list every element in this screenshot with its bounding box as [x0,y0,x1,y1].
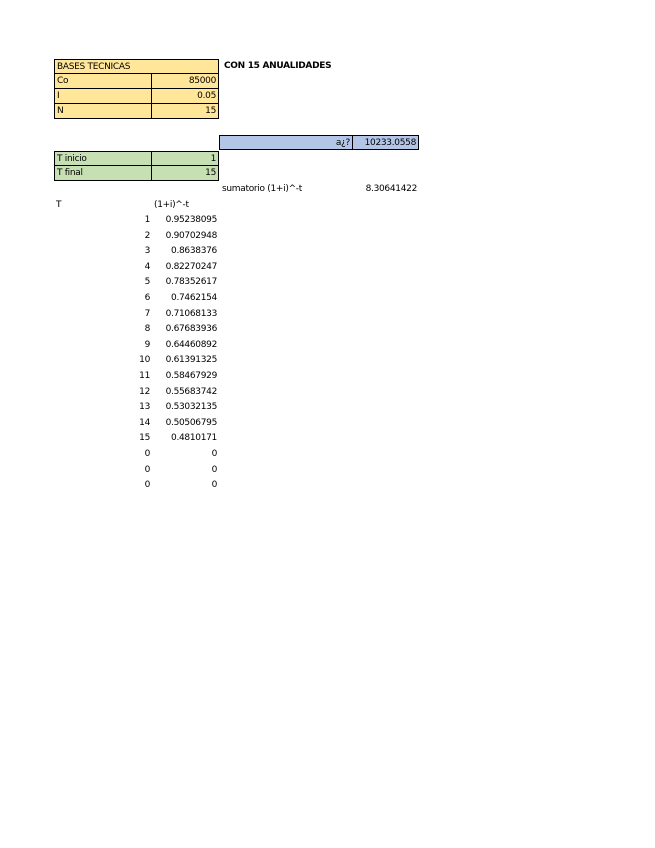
table-row-t[interactable]: 2 [144,231,150,241]
table-row-t[interactable]: 0 [144,449,150,459]
table-row-t[interactable]: 1 [144,215,150,225]
table-row-t[interactable]: 4 [144,262,150,272]
column-header-factor: (1+i)^-t [154,200,189,210]
n-value[interactable]: 15 [152,104,219,119]
table-row-factor[interactable]: 0.71068133 [165,309,217,319]
bases-header: BASES TECNICAS [54,59,219,74]
table-row-factor[interactable]: 0.55683742 [165,387,217,397]
table-row-t[interactable]: 15 [139,433,150,443]
t-inicio-label: T inicio [54,151,152,166]
t-final-value[interactable]: 15 [152,166,219,181]
table-row-factor[interactable]: 0.78352617 [165,277,217,287]
table-row-t[interactable]: 8 [144,324,150,334]
table-row-t[interactable]: 0 [144,465,150,475]
table-row-factor[interactable]: 0 [211,465,217,475]
table-row-factor[interactable]: 0.82270247 [165,262,217,272]
table-row-t[interactable]: 9 [144,340,150,350]
table-row-t[interactable]: 13 [139,402,150,412]
table-row-t[interactable]: 5 [144,277,150,287]
table-row-factor[interactable]: 0.58467929 [165,371,217,381]
table-row-factor[interactable]: 0.7462154 [171,293,217,303]
sum-label: sumatorio (1+i)^-t [222,184,302,194]
table-row-factor[interactable]: 0.50506795 [165,418,217,428]
sheet-title: CON 15 ANUALIDADES [224,61,332,71]
table-row-factor[interactable]: 0.90702948 [165,231,217,241]
table-row-factor[interactable]: 0.61391325 [165,355,217,365]
table-row-t[interactable]: 12 [139,387,150,397]
n-label: N [54,104,152,119]
table-row-t[interactable]: 11 [139,371,150,381]
table-row-t[interactable]: 0 [144,480,150,490]
co-value[interactable]: 85000 [152,74,219,89]
annuity-value[interactable]: 10233.0558 [353,135,419,150]
t-inicio-value[interactable]: 1 [152,151,219,166]
table-row-factor[interactable]: 0.53032135 [165,402,217,412]
table-row-factor[interactable]: 0.95238095 [165,215,217,225]
column-header-t: T [56,200,62,210]
table-row-factor[interactable]: 0.4810171 [171,433,217,443]
table-row-factor[interactable]: 0.67683936 [165,324,217,334]
table-row-factor[interactable]: 0 [211,480,217,490]
table-row-factor[interactable]: 0 [211,449,217,459]
table-row-factor[interactable]: 0.8638376 [171,246,217,256]
sum-value[interactable]: 8.30641422 [365,184,417,194]
table-row-factor[interactable]: 0.64460892 [165,340,217,350]
table-row-t[interactable]: 3 [144,246,150,256]
interest-value[interactable]: 0.05 [152,89,219,104]
interest-label: I [54,89,152,104]
table-row-t[interactable]: 10 [139,355,150,365]
t-final-label: T final [54,166,152,181]
table-row-t[interactable]: 7 [144,309,150,319]
table-row-t[interactable]: 14 [139,418,150,428]
annuity-label: a¿? [219,135,353,150]
table-row-t[interactable]: 6 [144,293,150,303]
co-label: Co [54,74,152,89]
